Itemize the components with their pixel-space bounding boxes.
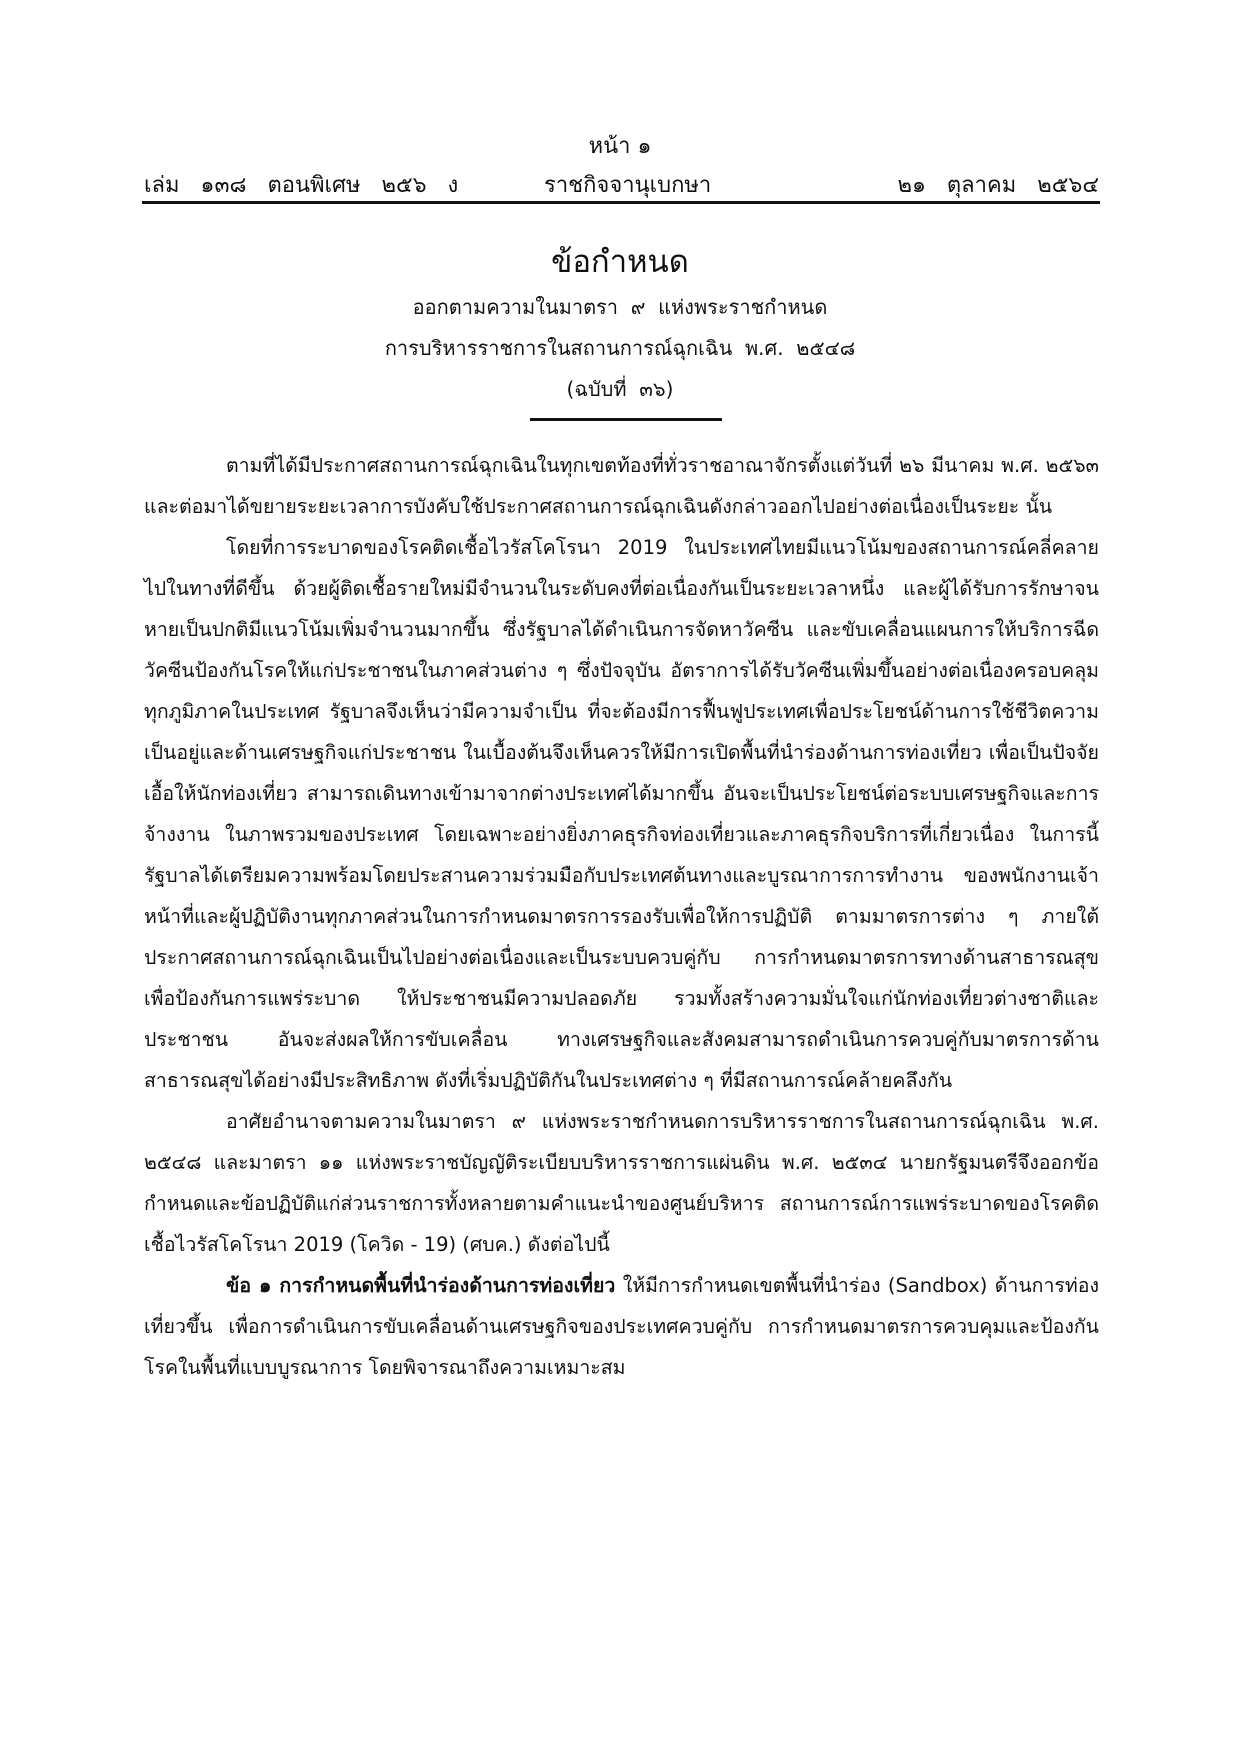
clause-1-text: ให้มีการกำหนดเขตพื้นที่นำร่อง (Sandbox) ด้านการท่องเที่ยวขึ้น เพื่อการดำเนินการขับเคลื่อนด้านเศรษฐกิจของประเทศควบคู่กับ การกำหนดมาตรการควบคุมและป้องกันโรคในพื้นที่แบบบูรณาการ โดยพิจารณาถึงความเหมาะสม [144, 1274, 1099, 1379]
document-body [144, 445, 1099, 1388]
document-subtitle-line-2: การบริหารราชการในสถานการณ์ฉุกเฉิน พ.ศ. ๒๕๔๘ [384, 336, 856, 360]
title-divider [530, 418, 722, 421]
paragraph-3: อาศัยอำนาจตามความในมาตรา ๙ แห่งพระราชกำหนดการบริหารราชการในสถานการณ์ฉุกเฉิน พ.ศ. ๒๕๔๘ และมาตรา ๑๑ แห่งพระราชบัญญัติระเบียบบริหารราชการแผ่นดิน พ.ศ. ๒๕๓๔ นายกรัฐมนตรีจึงออกข้อกำหนดและข้อปฏิบัติแก่ส่วนราชการทั้งหลายตามคำแนะนำของศูนย์บริหาร สถานการณ์การแพร่ระบาดของโรคติดเชื้อไวรัสโคโรนา 2019 (โควิด - 19) (ศบค.) ดังต่อไปนี้ [144, 1110, 1099, 1256]
document-edition: (ฉบับที่ ๓๖) [566, 377, 674, 401]
paragraph-4 [144, 1265, 1099, 1388]
document-subtitle-line-1: ออกตามความในมาตรา ๙ แห่งพระราชกำหนด [412, 295, 828, 319]
page-number: หน้า ๑ [588, 134, 652, 159]
publication-name: ราชกิจจานุเบกษา [544, 173, 712, 198]
paragraph-2: โดยที่การระบาดของโรคติดเชื้อไวรัสโคโรนา 2019 ในประเทศไทยมีแนวโน้มของสถานการณ์คลี่คลายไปในทางที่ดีขึ้น ด้วยผู้ติดเชื้อรายใหม่มีจำนวนในระดับคงที่ต่อเนื่องกันเป็นระยะเวลาหนึ่ง และผู้ได้รับการรักษาจนหายเป็นปกติมีแนวโน้มเพิ่มจำนวนมากขึ้น ซึ่งรัฐบาลได้ดำเนินการจัดหาวัคซีน และขับเคลื่อนแผนการให้บริการฉีดวัคซีนป้องกันโรคให้แก่ประชาชนในภาคส่วนต่าง ๆ ซึ่งปัจจุบัน อัตราการได้รับวัคซีนเพิ่มขึ้นอย่างต่อเนื่องครอบคลุมทุกภูมิภาคในประเทศ รัฐบาลจึงเห็นว่ามีความจำเป็น ที่จะต้องมีการฟื้นฟูประเทศเพื่อประโยชน์ด้านการใช้ชีวิตความเป็นอยู่และด้านเศรษฐกิจแก่ประชาชน ในเบื้องต้นจึงเห็นควรให้มีการเปิดพื้นที่นำร่องด้านการท่องเที่ยว เพื่อเป็นปัจจัยเอื้อให้นักท่องเที่ยว สามารถเดินทางเข้ามาจากต่างประเทศได้มากขึ้น อันจะเป็นประโยชน์ต่อระบบเศรษฐกิจและการจ้างงาน ในภาพรวมของประเทศ โดยเฉพาะอย่างยิ่งภาคธุรกิจท่องเที่ยวและภาคธุรกิจบริการที่เกี่ยวเนื่อง ในการนี้ รัฐบาลได้เตรียมความพร้อมโดยประสานความร่วมมือกับประเทศต้นทางและบูรณาการการทำงาน ของพนักงานเจ้าหน้าที่และผู้ปฏิบัติงานทุกภาคส่วนในการกำหนดมาตรการรองรับเพื่อให้การปฏิบัติ ตามมาตรการต่าง ๆ ภายใต้ประกาศสถานการณ์ฉุกเฉินเป็นไปอย่างต่อเนื่องและเป็นระบบควบคู่กับ การกำหนดมาตรการทางด้านสาธารณสุขเพื่อป้องกันการแพร่ระบาด ให้ประชาชนมีความปลอดภัย รวมทั้งสร้างความมั่นใจแก่นักท่องเที่ยวต่างชาติและประชาชน อันจะส่งผลให้การขับเคลื่อน ทางเศรษฐกิจและสังคมสามารถดำเนินการควบคู่กับมาตรการด้านสาธารณสุขได้อย่างมีประสิทธิภาพ ดังที่เริ่มปฏิบัติกันในประเทศต่าง ๆ ที่มีสถานการณ์คล้ายคลึงกัน [144, 536, 1099, 1092]
volume-issue: เล่ม ๑๓๘ ตอนพิเศษ ๒๕๖ ง [144, 173, 459, 198]
paragraph-1: ตามที่ได้มีประกาศสถานการณ์ฉุกเฉินในทุกเขตท้องที่ทั่วราชอาณาจักรตั้งแต่วันที่ ๒๖ มีนาคม พ.ศ. ๒๕๖๓ และต่อมาได้ขยายระยะเวลาการบังคับใช้ประกาศสถานการณ์ฉุกเฉินดังกล่าวออกไปอย่างต่อเนื่องเป็นระยะ นั้น [144, 454, 1099, 518]
document-title: ข้อกำหนด [551, 244, 689, 280]
gazette-header [144, 167, 1099, 203]
clause-1-heading: ข้อ ๑ การกำหนดพื้นที่นำร่องด้านการท่องเที่ยว [226, 1274, 616, 1297]
publication-date: ๒๑ ตุลาคม ๒๕๖๔ [897, 173, 1099, 198]
header-divider [142, 201, 1100, 204]
